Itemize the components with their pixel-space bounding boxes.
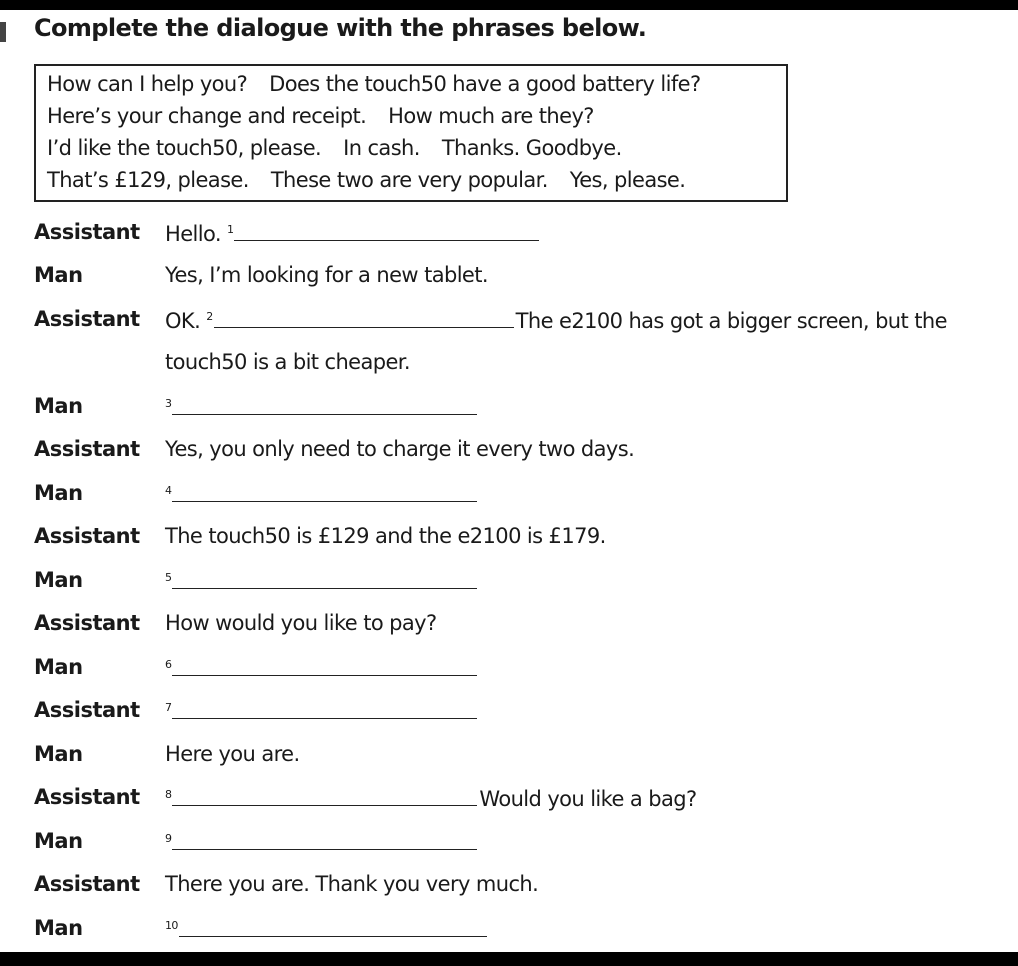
dialogue-row — [0, 350, 1018, 380]
dialogue-line — [165, 698, 477, 724]
answer-blank[interactable] — [214, 307, 514, 328]
answer-blank[interactable] — [172, 568, 477, 589]
speaker-label: Assistant — [34, 698, 140, 722]
phrase: I’d like the touch50, please. — [47, 136, 322, 160]
gap-number: 3 — [165, 397, 172, 410]
dialogue-line — [165, 481, 477, 507]
phrase: Here’s your change and receipt. — [47, 104, 367, 128]
line-text: Would you like a bag? — [479, 787, 697, 811]
speaker-label: Man — [34, 568, 83, 592]
dialogue-line — [165, 568, 477, 594]
dialogue-line — [165, 916, 487, 942]
gap-number: 5 — [165, 571, 172, 584]
line-text: Here you are. — [165, 742, 300, 766]
gap-number: 7 — [165, 701, 172, 714]
line-text: OK. — [165, 309, 201, 333]
dialogue-row — [0, 263, 1018, 293]
dialogue-row — [0, 307, 1018, 337]
line-text: The touch50 is £129 and the e2100 is £179. — [165, 524, 606, 548]
speaker-label: Man — [34, 263, 83, 287]
speaker-label: Assistant — [34, 785, 140, 809]
line-text: There you are. Thank you very much. — [165, 872, 539, 896]
phrase-line — [47, 136, 644, 160]
speaker-label: Assistant — [34, 872, 140, 896]
phrase: These two are very popular. — [270, 168, 548, 192]
answer-blank[interactable] — [172, 785, 477, 806]
phrase: Yes, please. — [569, 168, 686, 192]
dialogue-row — [0, 524, 1018, 554]
gap-number: 1 — [227, 223, 234, 236]
dialogue-row — [0, 611, 1018, 641]
gap-number: 4 — [165, 484, 172, 497]
speaker-label: Man — [34, 916, 83, 940]
line-text: Yes, I’m looking for a new tablet. — [165, 263, 488, 287]
dialogue-line — [165, 307, 947, 333]
dialogue-row — [0, 742, 1018, 772]
phrase-box — [34, 64, 788, 202]
line-text: The e2100 has got a bigger screen, but the — [515, 309, 947, 333]
phrase: How much are they? — [388, 104, 594, 128]
gap-number: 9 — [165, 832, 172, 845]
phrase-line — [47, 168, 707, 192]
speaker-label: Assistant — [34, 307, 140, 331]
answer-blank[interactable] — [172, 698, 477, 719]
phrase: Thanks. Goodbye. — [441, 136, 622, 160]
dialogue-row — [0, 698, 1018, 728]
dialogue-line — [165, 785, 697, 811]
line-text: touch50 is a bit cheaper. — [165, 350, 410, 374]
speaker-label: Man — [34, 481, 83, 505]
speaker-label: Assistant — [34, 524, 140, 548]
answer-blank[interactable] — [172, 655, 477, 676]
gap-number: 8 — [165, 788, 172, 801]
answer-blank[interactable] — [172, 481, 477, 502]
answer-blank[interactable] — [172, 829, 477, 850]
line-text: Yes, you only need to charge it every two days. — [165, 437, 635, 461]
worksheet-page — [0, 10, 1018, 952]
exercise-marker — [0, 22, 6, 42]
speaker-label: Assistant — [34, 437, 140, 461]
dialogue-line — [165, 829, 477, 855]
dialogue-row — [0, 655, 1018, 685]
dialogue-row — [0, 829, 1018, 859]
line-text: Hello. — [165, 222, 221, 246]
exercise-instruction: Complete the dialogue with the phrases below. — [34, 14, 647, 42]
answer-blank[interactable] — [179, 916, 487, 937]
phrase: Does the touch50 have a good battery life? — [269, 72, 701, 96]
speaker-label: Assistant — [34, 611, 140, 635]
phrase: That’s £129, please. — [47, 168, 249, 192]
phrase: In cash. — [343, 136, 420, 160]
speaker-label: Man — [34, 394, 83, 418]
answer-blank[interactable] — [234, 220, 539, 241]
dialogue-row — [0, 785, 1018, 815]
dialogue-row — [0, 220, 1018, 250]
speaker-label: Man — [34, 829, 83, 853]
gap-number: 2 — [206, 310, 213, 323]
dialogue-row — [0, 568, 1018, 598]
dialogue-row — [0, 916, 1018, 946]
dialogue-line — [165, 394, 477, 420]
speaker-label: Man — [34, 742, 83, 766]
gap-number: 6 — [165, 658, 172, 671]
dialogue-line — [165, 655, 477, 681]
dialogue-row — [0, 872, 1018, 902]
speaker-label: Assistant — [34, 220, 140, 244]
phrase: How can I help you? — [47, 72, 248, 96]
phrase-line — [47, 72, 723, 96]
phrase-line — [47, 104, 616, 128]
dialogue-line — [165, 220, 539, 246]
dialogue-row — [0, 394, 1018, 424]
dialogue-row — [0, 481, 1018, 511]
answer-blank[interactable] — [172, 394, 477, 415]
dialogue-row — [0, 437, 1018, 467]
gap-number: 10 — [165, 919, 178, 932]
speaker-label: Man — [34, 655, 83, 679]
line-text: How would you like to pay? — [165, 611, 437, 635]
